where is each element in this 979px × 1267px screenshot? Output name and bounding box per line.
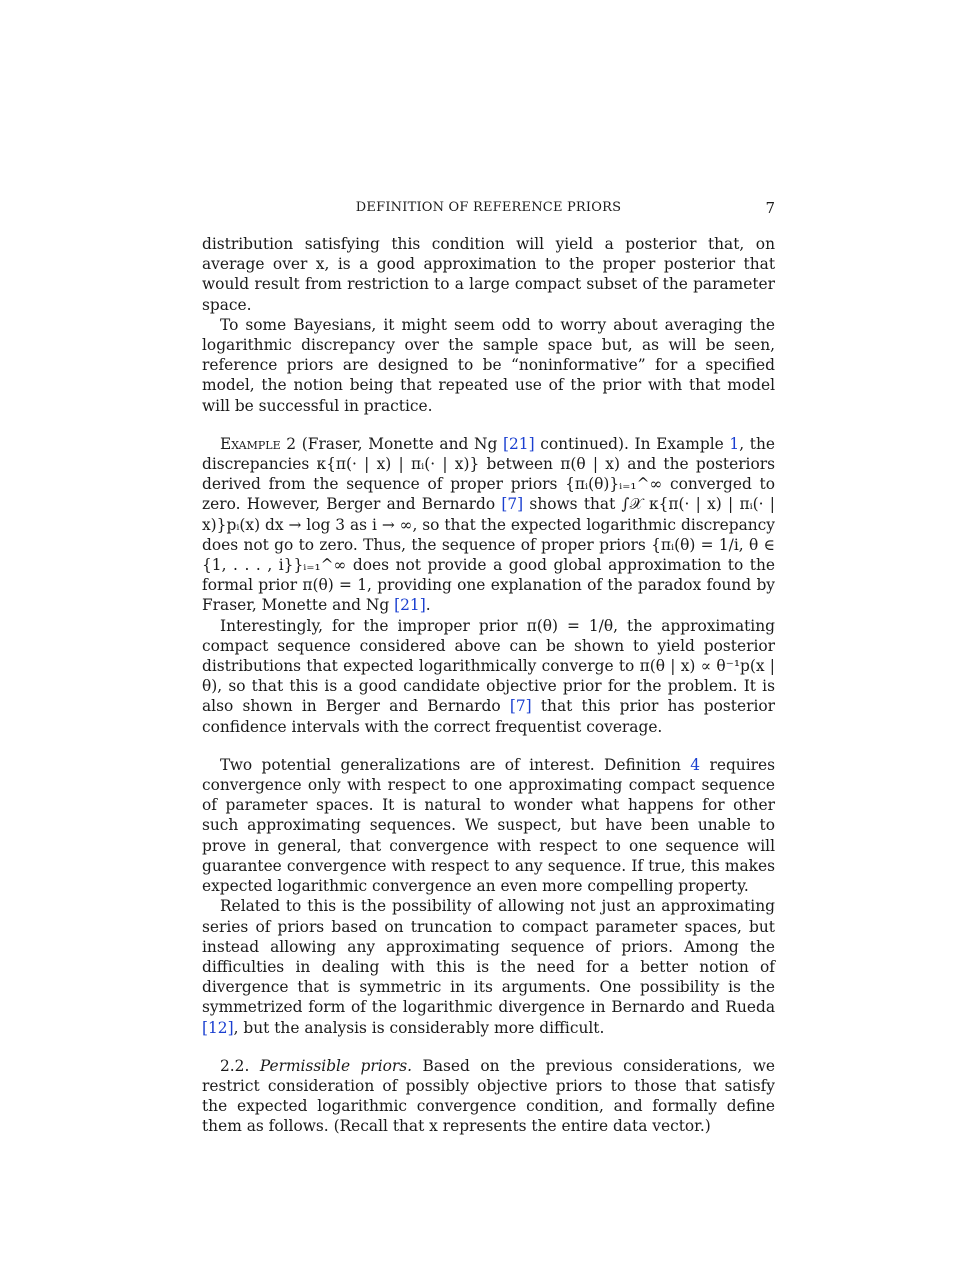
paragraph <box>202 616 775 737</box>
text-run: continued). In Example <box>534 434 730 453</box>
citation-link[interactable]: [12] <box>202 1018 234 1037</box>
running-head <box>202 198 775 220</box>
page-number: 7 <box>765 199 775 217</box>
paragraph <box>202 896 775 1037</box>
paragraph: To some Bayesians, it might seem odd to worry about averaging the logarithmic discrepancy over the sample space but, as will be seen, reference priors are designed to be “noninformative” for a specified model, the notion being that repeated use of the prior with that model will be successful in practice. <box>202 315 775 415</box>
text-run: shows that ∫𝒳 κ{π(· | x) | πᵢ(· | x)}pᵢ(x) dx → log 3 as i → ∞, so that the expected logarithmic discrepancy does not go to zero. Thus, the sequence of proper priors {πᵢ(θ) = 1/i, θ ∈ {1, . . . , i}}ᵢ₌₁^∞ does not provide a good global approximation to the formal prior π(θ) = 1, providing one explanation of the paradox found by Fraser, Monette and Ng <box>202 495 775 615</box>
citation-link[interactable]: [7] <box>501 495 524 514</box>
section-paragraph <box>202 1056 775 1137</box>
text-run: Based on the previous considerations, we restrict consideration of possibly objective priors to those that satisfy the expected logarithmic convergence condition, and formally define them as follows. (Recall that x represents the entire data vector.) <box>202 1056 775 1136</box>
running-title: DEFINITION OF REFERENCE PRIORS <box>355 200 622 215</box>
text-run: (Fraser, Monette and Ng <box>296 434 503 453</box>
example-number: 2 <box>286 434 297 453</box>
example-link[interactable]: 1 <box>729 434 740 453</box>
section-number: 2.2. <box>220 1056 250 1075</box>
page <box>202 198 775 1137</box>
citation-link[interactable]: [21] <box>503 434 535 453</box>
section-title: Permissible priors. <box>259 1056 413 1075</box>
text-run: that this prior has posterior confidence intervals with the correct frequentist coverage. <box>202 697 775 736</box>
citation-link[interactable]: [21] <box>394 596 426 615</box>
example-paragraph <box>202 434 775 616</box>
text-run: requires convergence only with respect to one approximating compact sequence of parameter spaces. It is natural to wonder what happens for other such approximating sequences. We suspect, but have been unable to prove in general, that convergence with respect to one sequence will guarantee convergence with respect to any sequence. If true, this makes expected logarithmic convergence an even more compelling property. <box>202 755 775 896</box>
paragraph: distribution satisfying this condition will yield a posterior that, on average over x, is a good approximation to the proper posterior that would result from restriction to a large compact subset of the parameter space. <box>202 235 775 314</box>
text-run: , the discrepancies κ{π(· | x) | πᵢ(· | x)} between π(θ | x) and the posteriors derived from the sequence of proper priors {πᵢ(θ)}ᵢ₌₁^∞ converged to zero. However, Berger and Bernardo <box>202 434 775 514</box>
text-run: . <box>425 596 431 615</box>
text-run: Two potential generalizations are of interest. Definition <box>220 755 691 774</box>
text-run: , but the analysis is considerably more difficult. <box>233 1018 605 1037</box>
example-label: Example <box>220 434 281 453</box>
paragraph <box>202 755 775 896</box>
definition-link[interactable]: 4 <box>690 755 701 774</box>
citation-link[interactable]: [7] <box>509 697 532 716</box>
text-run: Related to this is the possibility of allowing not just an approximating series of priors based on truncation to compact parameter spaces, but instead allowing any approximating sequence of priors. Among the difficulties in dealing with this is the need for a better notion of divergence that is symmetric in its arguments. One possibility is the symmetrized form of the logarithmic divergence in Bernardo and Rueda <box>202 897 775 1017</box>
text-run: Interestingly, for the improper prior π(θ) = 1/θ, the approximating compact sequence considered above can be shown to yield posterior distributions that expected logarithmically converge to π(θ | x) ∝ θ⁻¹p(x | θ), so that this is a good candidate objective prior for the problem. It is also shown in Berger and Bernardo <box>202 616 775 716</box>
